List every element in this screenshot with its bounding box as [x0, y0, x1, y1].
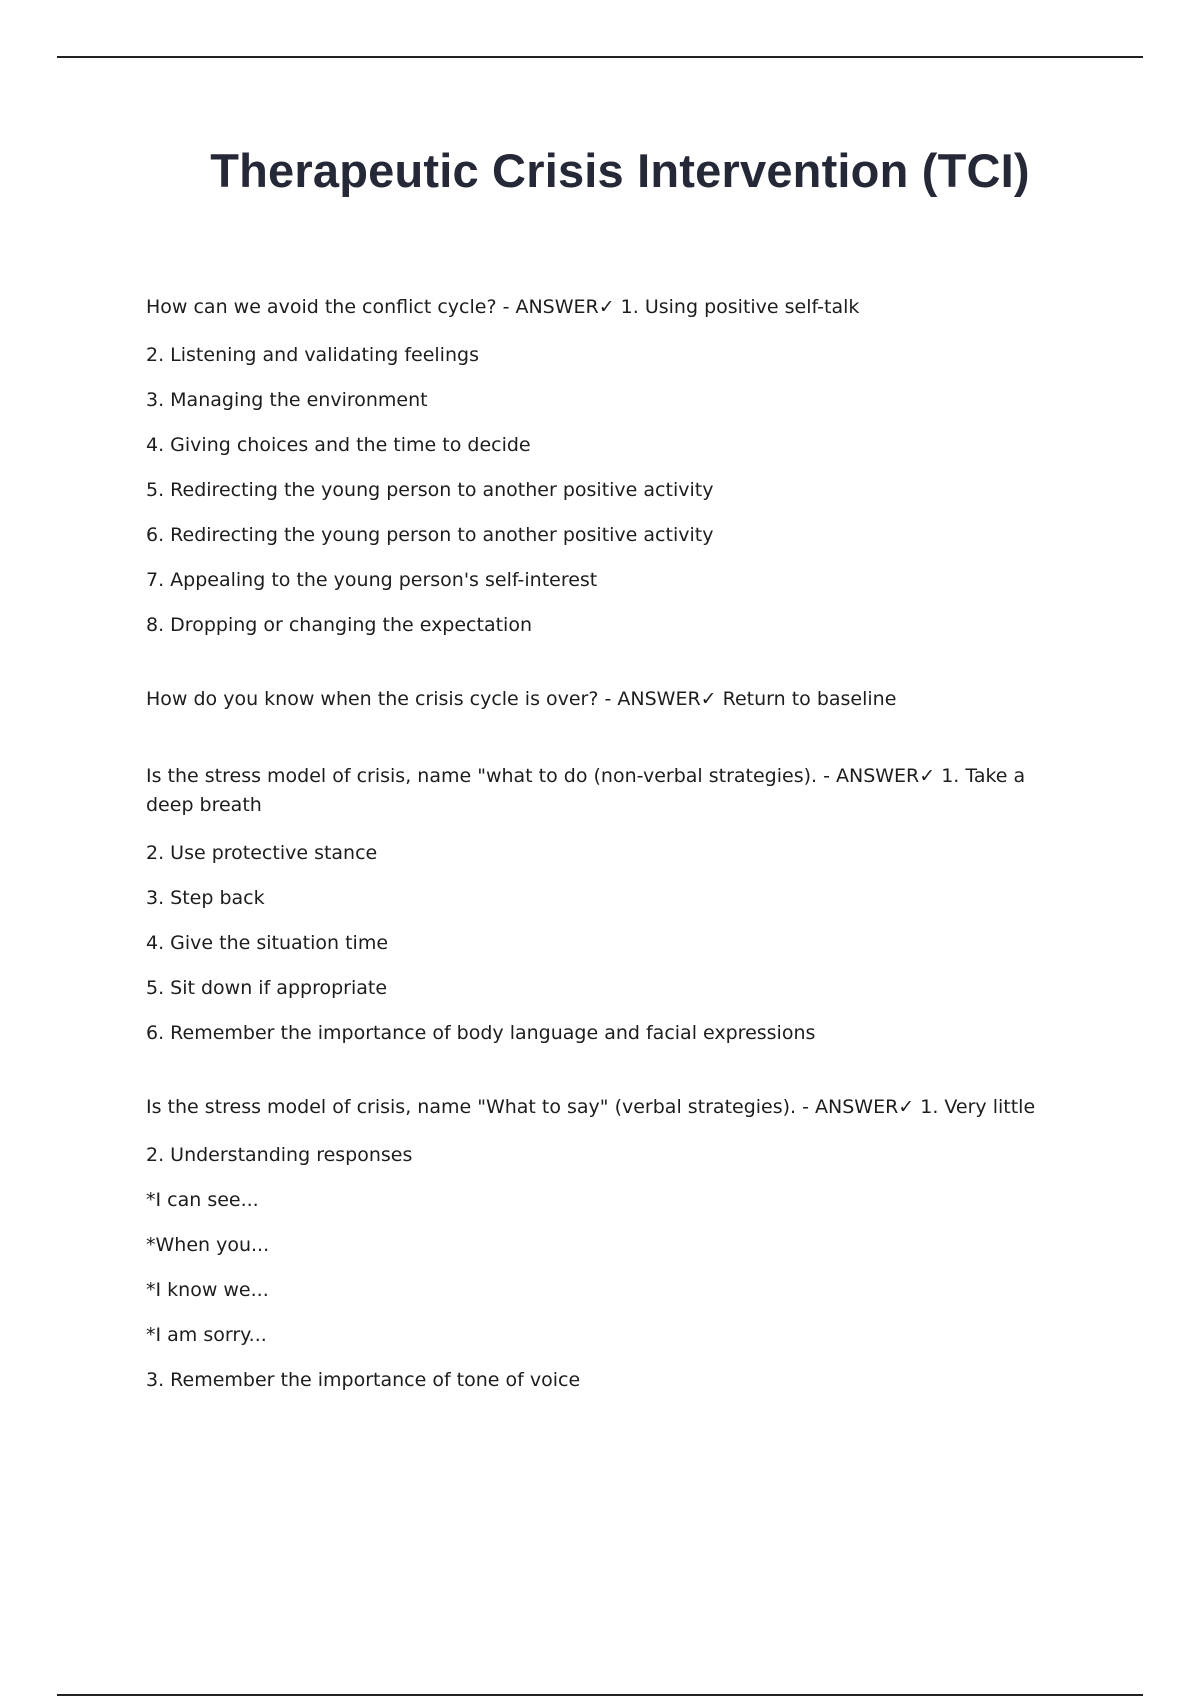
answer-item: 7. Appealing to the young person's self-interest	[146, 569, 598, 591]
answer-item: 2. Listening and validating feelings	[146, 344, 479, 366]
answer-item: 4. Give the situation time	[146, 932, 389, 954]
answer-item: *When you...	[146, 1234, 270, 1256]
question-text: How do you know when the crisis cycle is over? - ANSWER✓ Return to baseline	[146, 688, 897, 710]
question-text: Is the stress model of crisis, name "What to say" (verbal strategies). - ANSWER✓ 1. Very little	[146, 1096, 1036, 1118]
answer-item: *I know we...	[146, 1279, 269, 1301]
answer-item: 2. Understanding responses	[146, 1144, 413, 1166]
answer-item: 6. Remember the importance of body language and facial expressions	[146, 1022, 816, 1044]
answer-item: *I am sorry...	[146, 1324, 267, 1346]
question-text: Is the stress model of crisis, name "what to do (non-verbal strategies). - ANSWER✓ 1. Take a deep breath	[146, 765, 1026, 816]
qa-block-2	[146, 685, 1046, 714]
answer-item: 5. Redirecting the young person to another positive activity	[146, 479, 714, 501]
qa-block-1	[146, 293, 1046, 637]
answer-item: 6. Redirecting the young person to another positive activity	[146, 524, 714, 546]
answer-item: 5. Sit down if appropriate	[146, 977, 388, 999]
answer-item: 3. Managing the environment	[146, 389, 428, 411]
answer-item: 2. Use protective stance	[146, 842, 378, 864]
qa-block-4	[146, 1093, 1046, 1392]
answer-item: 8. Dropping or changing the expectation	[146, 614, 532, 636]
answer-item: 3. Step back	[146, 887, 265, 909]
answer-item: 3. Remember the importance of tone of voice	[146, 1369, 581, 1391]
question-text: How can we avoid the conflict cycle? - ANSWER✓ 1. Using positive self-talk	[146, 296, 860, 318]
bottom-rule	[57, 1694, 1143, 1696]
qa-block-3	[146, 762, 1046, 1045]
answer-item: *I can see...	[146, 1189, 259, 1211]
page-title: Therapeutic Crisis Intervention (TCI)	[210, 144, 1030, 197]
top-rule	[57, 56, 1143, 58]
document-body	[146, 293, 1046, 1440]
answer-item: 4. Giving choices and the time to decide	[146, 434, 531, 456]
